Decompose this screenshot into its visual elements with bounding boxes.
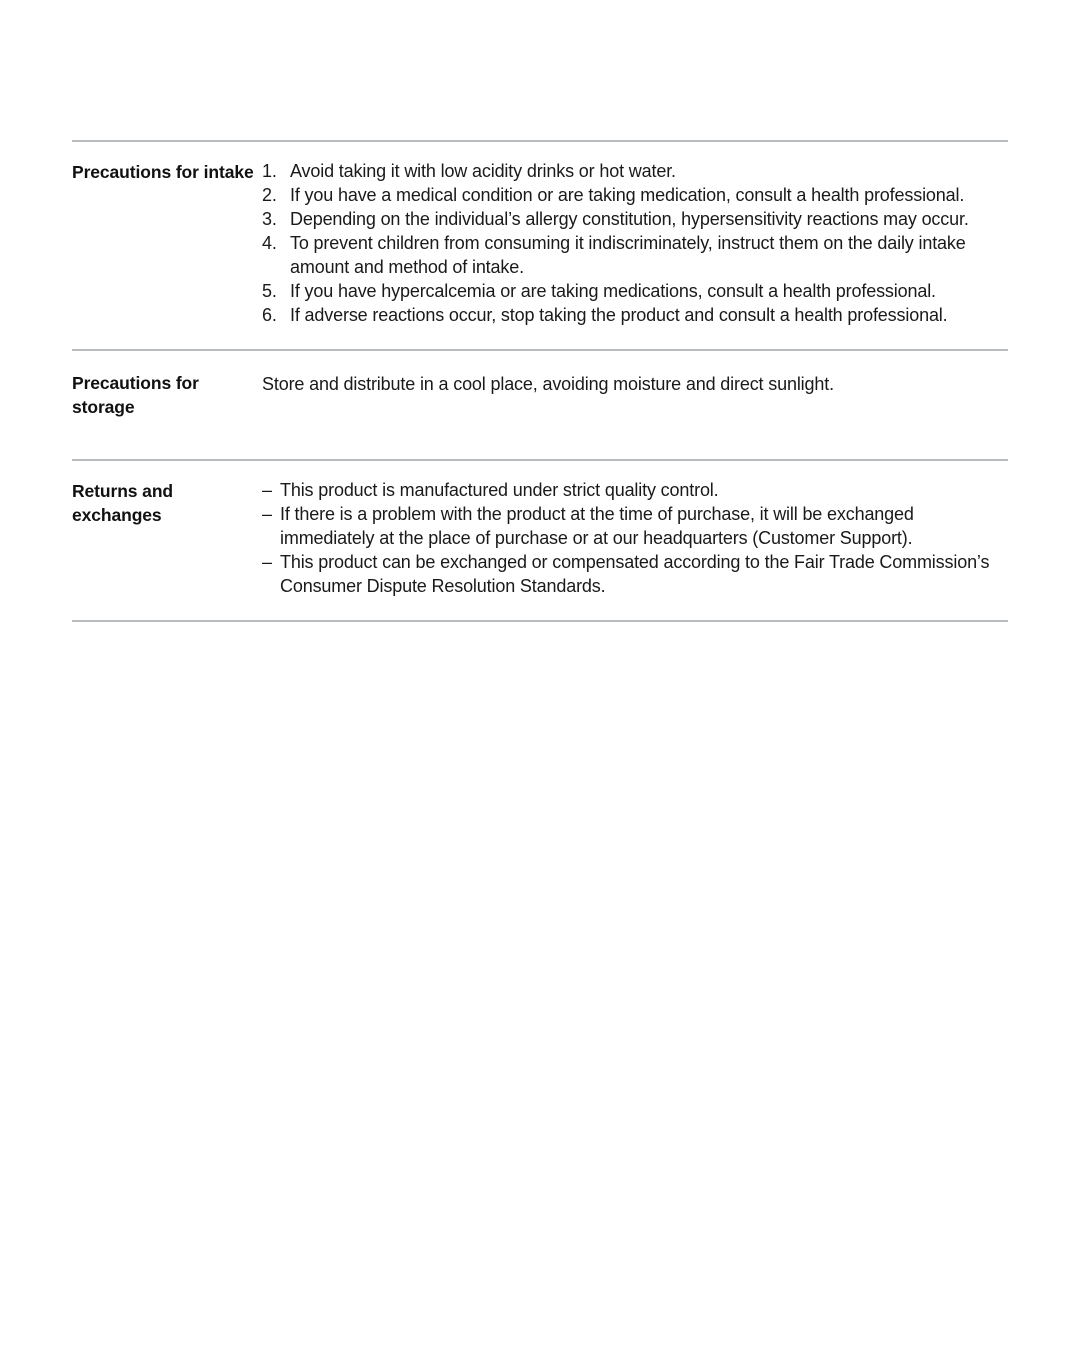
- row-label-returns-exchanges: Returns and exchanges: [72, 481, 173, 525]
- list-item-text: If you have a medical condition or are taking medication, consult a health professional.: [290, 185, 965, 205]
- list-item: [262, 478, 1008, 502]
- list-item: [262, 207, 1008, 231]
- table-row: [72, 142, 1008, 349]
- intake-precautions-list: [262, 159, 1008, 327]
- row-content-returns-exchanges: [262, 478, 1008, 598]
- list-marker: 6.: [262, 305, 277, 325]
- list-item-text: This product can be exchanged or compensated according to the Fair Trade Commission’s Consumer Dispute Resolution Standards.: [280, 552, 990, 596]
- list-item: [262, 231, 1008, 279]
- list-item: [262, 279, 1008, 303]
- row-label-precautions-storage: Precautions for storage: [72, 373, 199, 417]
- list-marker: 1.: [262, 161, 277, 181]
- list-item-text: If there is a problem with the product at the time of purchase, it will be exchanged immediately at the place of purchase or at our headquarters (Customer Support).: [280, 504, 914, 548]
- row-content-precautions-storage: [262, 370, 1008, 396]
- list-item: [262, 550, 1008, 598]
- list-marker: 3.: [262, 209, 277, 229]
- list-item: [262, 502, 1008, 550]
- returns-exchanges-list: [262, 478, 1008, 598]
- list-item-text: If you have hypercalcemia or are taking medications, consult a health professional.: [290, 281, 936, 301]
- row-label-precautions-intake: Precautions for intake: [72, 162, 254, 182]
- list-item-text: This product is manufactured under strict quality control.: [280, 480, 719, 500]
- table-row: [72, 351, 1008, 459]
- list-item: [262, 183, 1008, 207]
- list-item-text: Avoid taking it with low acidity drinks or hot water.: [290, 161, 676, 181]
- storage-text: Store and distribute in a cool place, avoiding moisture and direct sunlight.: [262, 374, 834, 394]
- list-item: [262, 303, 1008, 327]
- list-marker: 2.: [262, 185, 277, 205]
- table-row: [72, 461, 1008, 620]
- list-item-text: Depending on the individual’s allergy constitution, hypersensitivity reactions may occur.: [290, 209, 969, 229]
- specifications-table: [72, 140, 1008, 622]
- row-content-precautions-intake: [262, 159, 1008, 327]
- table-bottom-rule: [72, 620, 1008, 622]
- list-marker: 5.: [262, 281, 277, 301]
- list-marker: –: [262, 552, 272, 572]
- list-marker: –: [262, 480, 272, 500]
- list-item: [262, 159, 1008, 183]
- list-item-text: To prevent children from consuming it indiscriminately, instruct them on the daily intake amount and method of intake.: [290, 233, 966, 277]
- list-marker: 4.: [262, 233, 277, 253]
- list-marker: –: [262, 504, 272, 524]
- list-item-text: If adverse reactions occur, stop taking the product and consult a health professional.: [290, 305, 948, 325]
